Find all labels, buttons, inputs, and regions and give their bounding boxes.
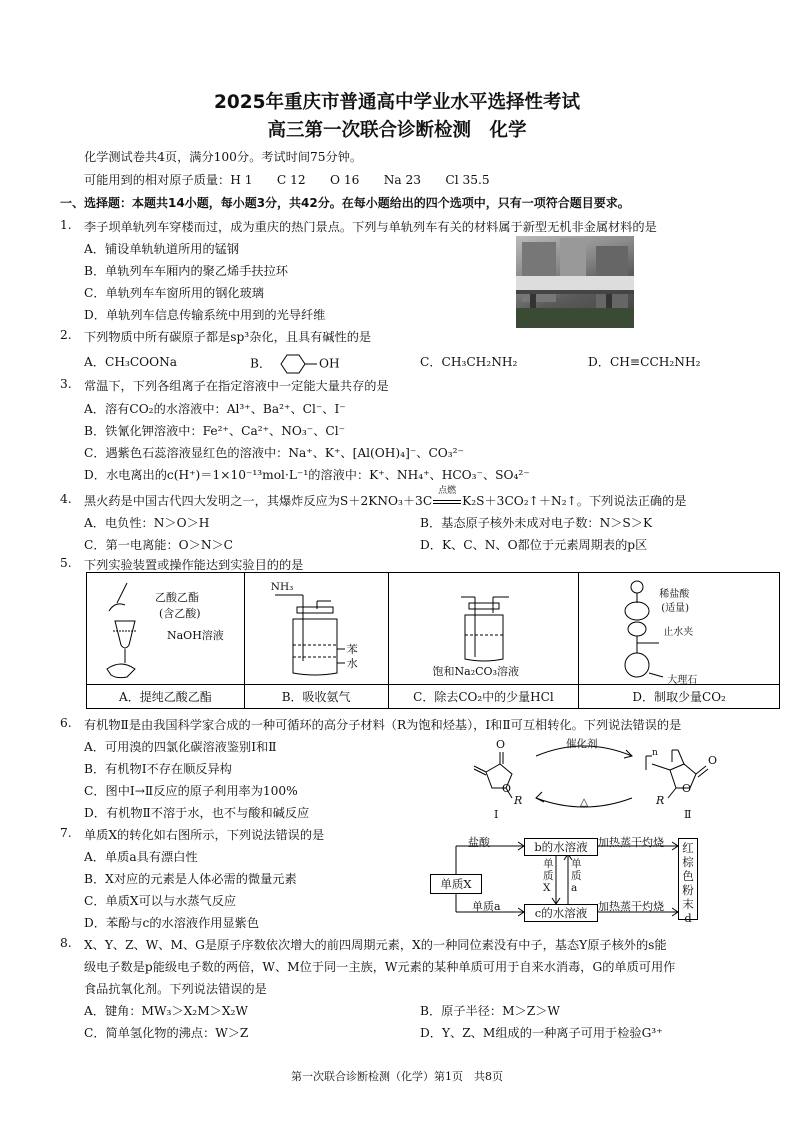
caption-a: A．提纯乙酸乙酯	[87, 685, 245, 709]
flow-red-powder-d: 红棕色粉末d	[678, 838, 698, 920]
option-d: D．Y、Z、M组成的一种离子可用于检验G³⁺	[420, 1026, 663, 1040]
atom-label-o: O	[708, 754, 718, 767]
section-heading: 一、选择题：本题共14小题，每小题3分，共42分。在每小题给出的四个选项中，只有一项符合题目要求。	[60, 196, 630, 210]
experiment-table	[86, 572, 780, 709]
option-a: A．铺设单轨轨道所用的锰钢	[84, 242, 240, 256]
caption-d: D．制取少量CO₂	[579, 685, 780, 709]
option-d: D．K、C、N、O都位于元素周期表的p区	[420, 538, 648, 552]
label-ethyl-acetate: 乙酸乙酯	[155, 591, 199, 604]
question-stem: 有机物Ⅱ是由我国科学家合成的一种可循环的高分子材料（R为饱和烃基），Ⅰ和Ⅱ可互相转化。下列说法错误的是	[84, 718, 682, 732]
atom-label-o: O	[496, 738, 506, 751]
label-water: 水	[346, 657, 358, 670]
page-footer: 第一次联合诊断检测（化学）第1页 共8页	[291, 1070, 503, 1083]
question-stem-line2: 级电子数是p能级电子数的两倍，W、M位于同一主族，W元素的某种单质可用于自来水消毒，G的单质可用作	[84, 960, 676, 974]
option-a: A．键角：MW₃＞X₂M＞X₂W	[84, 1004, 248, 1018]
option-d: D．水电离出的c(H⁺)＝1×10⁻¹³mol·L⁻¹的溶液中：K⁺、NH₄⁺、HCO₃⁻、SO₄²⁻	[84, 468, 530, 482]
option-b-prefix: B．	[250, 356, 272, 371]
option-c: C．第一电离能：O＞N＞C	[84, 538, 233, 552]
option-c: C．单轨列车车窗所用的钢化玻璃	[84, 286, 264, 300]
question-number: 6.	[60, 716, 72, 730]
compound-label-ii: Ⅱ	[684, 808, 692, 821]
label-clamp: 止水夹	[663, 627, 694, 638]
question-number: 1.	[60, 218, 72, 232]
flow-label-vertical-x: 单质X	[543, 858, 554, 894]
label-naoh-solution: NaOH溶液	[167, 629, 224, 642]
conversion-flowchart	[428, 834, 706, 930]
heat-label: △	[580, 796, 589, 808]
r-group-label: R	[656, 794, 665, 807]
option-a: A．单质a具有漂白性	[84, 850, 198, 864]
question-stem: 下列实验装置或操作能达到实验目的的是	[84, 558, 304, 572]
hydroxyl-label: OH	[319, 356, 340, 371]
apparatus-a	[87, 573, 245, 685]
option-b	[250, 353, 340, 375]
option-b: B．基态原子核外未成对电子数：N＞S＞K	[420, 516, 653, 530]
caption-b: B．吸收氨气	[244, 685, 388, 709]
flow-element-x: 单质X	[430, 874, 482, 894]
option-c: C．图中Ⅰ→Ⅱ反应的原子利用率为100%	[84, 784, 298, 798]
label-marble: 大理石	[667, 675, 698, 686]
question-stem-line1: X、Y、Z、W、M、G是原子序数依次增大的前四周期元素，X的一种同位素没有中子，基态Y原子核外的s能	[84, 938, 667, 952]
option-d: D．有机物Ⅱ不溶于水，也不与酸和碱反应	[84, 806, 310, 820]
question-number: 3.	[60, 377, 72, 391]
option-c: C．遇紫色石蕊溶液显红色的溶液中：Na⁺、K⁺、[Al(OH)₄]⁻、CO₃²⁻	[84, 446, 464, 460]
apparatus-b	[244, 573, 388, 685]
option-a: A．溶有CO₂的水溶液中：Al³⁺、Ba²⁺、Cl⁻、I⁻	[84, 402, 346, 416]
option-c: C．单质X可以与水蒸气反应	[84, 894, 237, 908]
apparatus-d	[579, 573, 780, 685]
monorail-photo	[516, 236, 634, 328]
label-ammonia: NH₃	[270, 581, 294, 593]
option-b: B．铁氰化钾溶液中：Fe²⁺、Ca²⁺、NO₃⁻、Cl⁻	[84, 424, 346, 438]
apparatus-c	[388, 573, 579, 685]
option-b: B．单轨列车车厢内的聚乙烯手扶拉环	[84, 264, 288, 278]
flow-label-vertical-a: 单质a	[571, 858, 582, 894]
question-number: 8.	[60, 936, 72, 950]
question-number: 4.	[60, 492, 72, 506]
option-d: D．CH≡CCH₂NH₂	[588, 355, 701, 369]
repeat-n-label: n	[652, 748, 658, 758]
atom-label-o: O	[682, 782, 692, 795]
option-a: A．CH₃COONa	[84, 355, 178, 369]
question-number: 5.	[60, 556, 72, 570]
flow-label-heat1: 加热蒸干灼烧	[598, 836, 664, 849]
flow-label-a: 单质a	[472, 900, 501, 913]
question-stem-part2: K₂S＋3CO₂↑＋N₂↑。下列说法正确的是	[462, 494, 687, 508]
question-stem: 李子坝单轨列车穿楼而过，成为重庆的热门景点。下列与单轨列车有关的材料属于新型无机非金属材料的是	[84, 220, 657, 234]
flow-b-solution: b的水溶液	[524, 838, 598, 856]
reaction-scheme	[456, 736, 736, 826]
option-a: A．电负性：N＞O＞H	[84, 516, 210, 530]
flow-label-hcl: 盐酸	[468, 836, 490, 849]
exam-title: 2025年重庆市普通高中学业水平选择性考试	[214, 92, 580, 113]
atomic-masses: 可能用到的相对原子质量：H 1 C 12 O 16 Na 23 Cl 35.5	[84, 173, 490, 187]
option-c: C．CH₃CH₂NH₂	[420, 355, 518, 369]
label-contains-acetic-acid: (含乙酸)	[159, 607, 201, 620]
question-stem-line3: 食品抗氧化剂。下列说法错误的是	[84, 982, 267, 996]
atom-label-o: O	[502, 782, 512, 795]
option-b: B．X对应的元素是人体必需的微量元素	[84, 872, 297, 886]
question-stem: 常温下，下列各组离子在指定溶液中一定能大量共存的是	[84, 379, 389, 393]
question-stem-part1: 黑火药是中国古代四大发明之一，其爆炸反应为S＋2KNO₃＋3C	[84, 494, 433, 508]
question-number: 2.	[60, 328, 72, 342]
reaction-condition: 点燃	[438, 486, 457, 496]
option-b: B．有机物Ⅰ不存在顺反异构	[84, 762, 232, 776]
question-stem: 单质X的转化如右图所示，下列说法错误的是	[84, 828, 325, 842]
flow-c-solution: c的水溶液	[524, 904, 598, 922]
exam-info: 化学测试卷共4页，满分100分。考试时间75分钟。	[84, 150, 363, 164]
option-d: D．单轨列车信息传输系统中用到的光导纤维	[84, 308, 326, 322]
question-number: 7.	[60, 826, 72, 840]
r-group-label: R	[514, 794, 523, 807]
compound-label-i: Ⅰ	[494, 808, 499, 821]
label-appropriate: (适量)	[661, 603, 690, 614]
cyclohexyl-ring-icon	[275, 353, 319, 375]
reaction-arrow	[432, 486, 462, 508]
option-d: D．苯酚与c的水溶液作用显紫色	[84, 916, 260, 930]
option-a: A．可用溴的四氯化碳溶液鉴别Ⅰ和Ⅱ	[84, 740, 277, 754]
option-b: B．原子半径：M＞Z＞W	[420, 1004, 560, 1018]
exam-subtitle: 高三第一次联合诊断检测 化学	[267, 120, 527, 141]
option-c: C．简单氢化物的沸点：W＞Z	[84, 1026, 249, 1040]
flow-label-heat2: 加热蒸干灼烧	[598, 900, 664, 913]
catalyst-label: 催化剂	[566, 738, 598, 750]
label-sat-na2co3: 饱和Na₂CO₃溶液	[432, 665, 519, 678]
label-benzene: 苯	[346, 643, 358, 656]
label-dilute-hcl: 稀盐酸	[659, 589, 690, 600]
question-stem: 下列物质中所有碳原子都是sp³杂化，且具有碱性的是	[84, 330, 372, 344]
caption-c: C．除去CO₂中的少量HCl	[388, 685, 579, 709]
